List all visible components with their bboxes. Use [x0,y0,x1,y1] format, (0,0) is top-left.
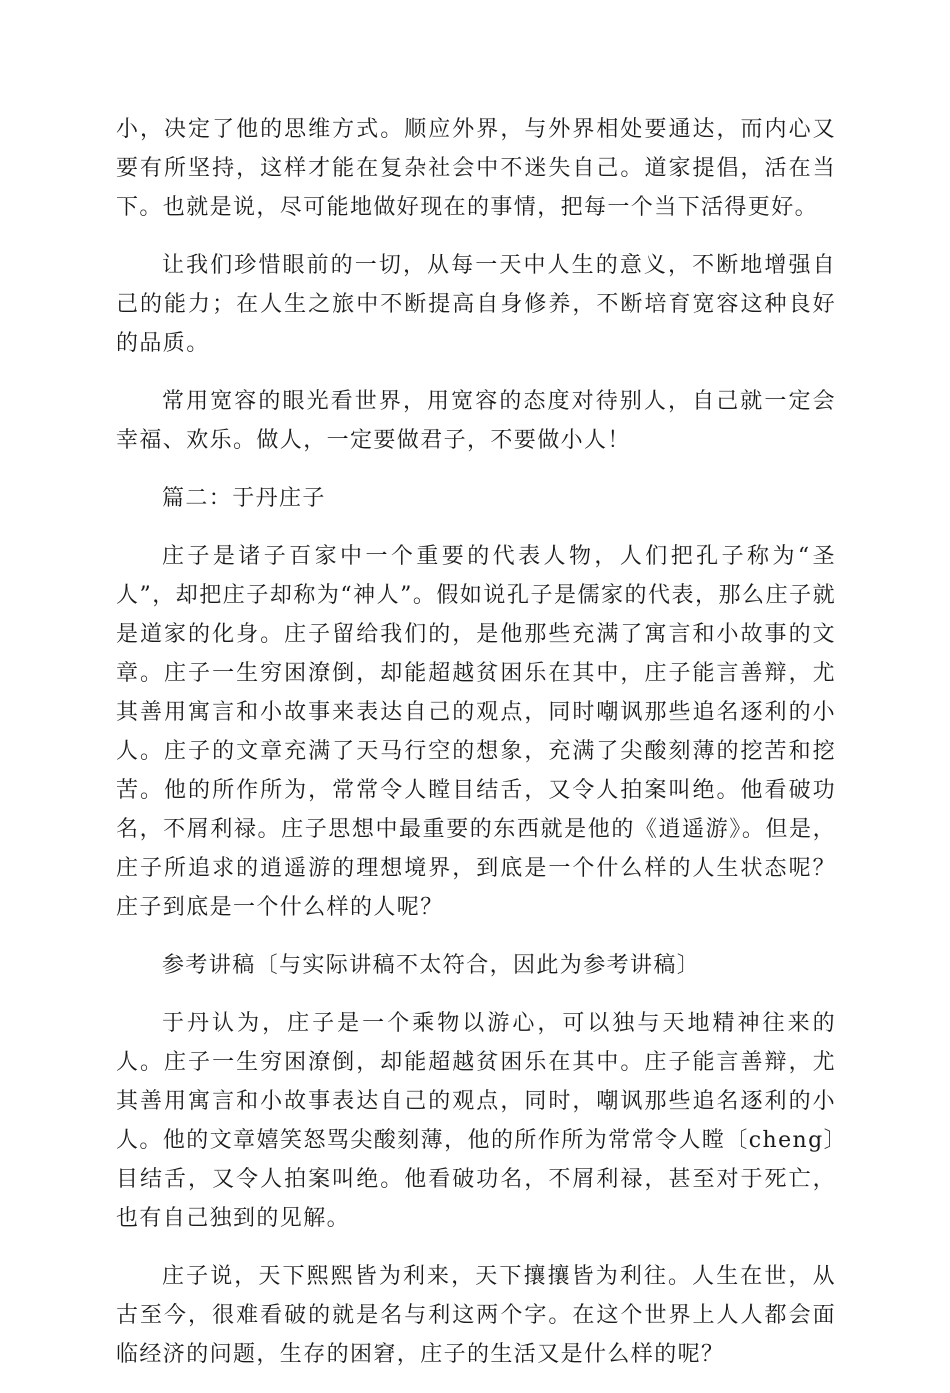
paragraph-continuation: 小，决定了他的思维方式。顺应外界，与外界相处要通达，而内心又要有所坚持，这样才能在复杂社会中不迷失自己。道家提倡，活在当下。也就是说，尽可能地做好现在的事情，把每一个当下活得更好。 [116,117,836,220]
paragraph-fame-fortune: 庄子说，天下熙熙皆为利来，天下攘攘皆为利往。人生在世，从古至今，很难看破的就是名与利这两个字。在这个世界上人人都会面临经济的问题，生存的困窘，庄子的生活又是什么样的呢？ [116,1264,836,1367]
section-heading: 篇二：于丹庄子 [162,486,326,511]
paragraph-tolerance: 常用宽容的眼光看世界，用宽容的态度对待别人，自己就一定会幸福、欢乐。做人，一定要做君子，不要做小人！ [116,389,836,453]
reference-note: 参考讲稿〔与实际讲稿不太符合，因此为参考讲稿〕 [162,953,701,978]
document-body [116,110,836,1393]
paragraph-cherish: 让我们珍惜眼前的一切，从每一天中人生的意义，不断地增强自己的能力；在人生之旅中不断提高自身修养，不断培育宽容这种良好的品质。 [116,253,836,356]
paragraph-zhuangzi-intro: 庄子是诸子百家中一个重要的代表人物，人们把孔子称为“圣人”，却把庄子却称为“神人”。假如说孔子是儒家的代表，那么庄子就是道家的化身。庄子留给我们的，是他那些充满了寓言和小故事的文章。庄子一生穷困潦倒，却能超越贫困乐在其中，庄子能言善辩，尤其善用寓言和小故事来表达自己的观点，同时嘲讽那些追名逐利的小人。庄子的文章充满了天马行空的想象，充满了尖酸刻薄的挖苦和挖苦。他的所作所为，常常令人瞠目结舌，又令人拍案叫绝。他看破功名，不屑利禄。庄子思想中最重要的东西就是他的《逍遥游》。但是，庄子所追求的逍遥游的理想境界，到底是一个什么样的人生状态呢？庄子到底是一个什么样的人呢？ [116,544,836,920]
paragraph-yudan-view: 于丹认为，庄子是一个乘物以游心，可以独与天地精神往来的人。庄子一生穷困潦倒，却能超越贫困乐在其中。庄子能言善辩，尤其善用寓言和小故事表达自己的观点，同时，嘲讽那些追名逐利的小人。他的文章嬉笑怒骂尖酸刻薄，他的所作所为常常令人瞠〔cheng〕目结舌，又令人拍案叫绝。他看破功名，不屑利禄，甚至对于死亡，也有自己独到的见解。 [116,1011,836,1231]
